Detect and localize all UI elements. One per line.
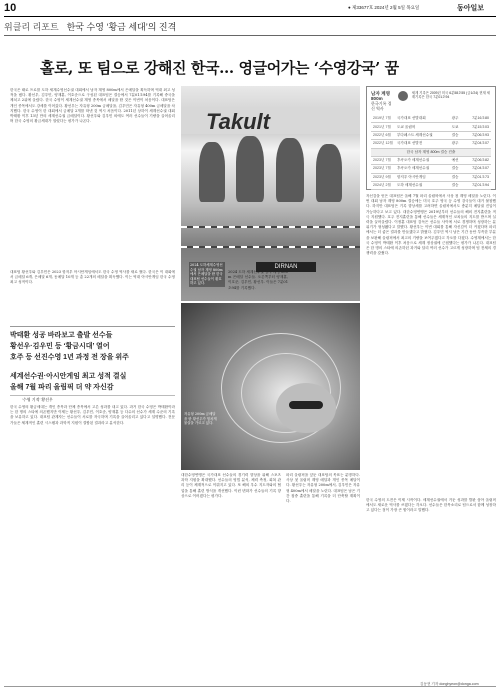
swimmer-goggles (289, 401, 323, 409)
row-time: 7분01초94 (464, 182, 491, 190)
row-meet: 도쿄 (446, 123, 464, 131)
quote-line: 세계선수권·아시안게임 최고 성적 결실 (10, 373, 127, 380)
row-event: 항저우 아시안게임 (395, 173, 446, 181)
row-year: 2022년 6월 (371, 131, 395, 139)
row-event: 부다페스트 세계선수권 (395, 131, 446, 139)
record-table (371, 115, 491, 190)
table-row (371, 173, 491, 181)
quote-line: 박태환 성공 바라보고 출발 선수들 (10, 332, 113, 339)
row-year: 2021년 7월 (371, 123, 395, 131)
header-rule (4, 16, 496, 17)
issue-info: ● 제33677호 2024년 2월 5일 목요일 (348, 5, 420, 10)
swimmer-photo (181, 303, 360, 470)
record-box-header (371, 91, 491, 111)
article-bottom4-text: 한국 수영의 도전은 이제 시작이다. 세계선수권에서 거둔 성과를 발판 삼아 올림픽에서도 새로운 역사를 쓰겠다는 각오다. 선수들은 한목소리로 팀으로서 함께 성장하고 있다는 점이 가장 큰 힘이라고 말했다. (366, 498, 496, 513)
quote-line: 올해 7월 파리 올림픽 더 약 자신감 (10, 384, 114, 391)
record-box-note: 세계 기록은 2009년 미국 6분58초55 (금1/24) 현재 세계기록은 한국 7분01초94 (411, 91, 490, 100)
article-bottom3-text: 파리 올림픽을 앞둔 대표팀의 목표는 분명하다. 사상 첫 올림픽 계영 메달과 개인 종목 메달이다. 황선우는 자유형 200m에서, 김우민은 자유형 400m에서 메달을 노린다. 대표팀은 남은 기간 집중 훈련을 통해 기록을 더 단축할 계획이다. (286, 473, 360, 504)
row-event: 도하 세계선수권 (395, 182, 446, 190)
row-event: 후쿠오카 세계선수권 (395, 156, 446, 164)
row-time: 7분04초07 (464, 165, 491, 173)
swimmer-figure (236, 136, 264, 202)
record-history-box (366, 86, 496, 190)
row-meet: 결승 (446, 165, 464, 173)
table-row (371, 156, 491, 164)
row-year: 2022년 12월 (371, 140, 395, 148)
top-bar (0, 0, 500, 16)
table-row (371, 115, 491, 123)
row-time: 7분04초07 (464, 140, 491, 148)
row-event: 도쿄 올림픽 (395, 123, 446, 131)
table-row (371, 165, 491, 173)
row-meet: 결승 (446, 131, 464, 139)
lane-rope (181, 246, 360, 248)
separator-label: 한국 남자 계영 800m 결승 진출 (371, 148, 491, 156)
row-year: 2024년 2월 (371, 182, 395, 190)
photo-banner-text: Takult (206, 109, 270, 134)
sub-head: ‘수영 기적’ 황선우 (22, 397, 53, 402)
lane-rope (181, 226, 360, 228)
record-box-title: 남자 계영 800m (371, 91, 391, 101)
page-number: 10 (4, 2, 17, 14)
row-year: 2019년 7월 (371, 115, 395, 123)
article-col1b-text: 대표팀 황선우와 김우민은 2023 항저우 아시안게임에서도 한국 수영 역사를 새로 썼다. 한국은 이 대회에서 금메달 6개, 은메달 6개, 동메달 10개 등 총 22개의 메달을 획득했다. 이는 역대 아시안게임 한국 수영 최고 성적이다. (10, 270, 175, 285)
row-year: 2023년 9월 (371, 173, 395, 181)
record-box-subtitle: 한국기록 경신 역사 (371, 101, 392, 111)
pull-quote (10, 330, 175, 393)
quote-line: 호주 등 선진수영 1년 과정 전 장을 위주 (10, 354, 129, 361)
row-event: 국가대표 선발전 (395, 140, 446, 148)
relay-photo-caption-2: 2024 도하 세계선수권 남자 계영 800m 은메달 선수들. 오른쪽부터 양재훈, 이호준, 김우민, 황선우. 이들은 7분01초94를 기록했다. (228, 270, 288, 290)
article-col1-text: 한국은 때로 프로를 도하 세계수영선수권 대회에서 남자 계영 800m에서 은메달을 획득하며 역대 최고 성적을 냈다. 황선우, 김우민, 양재훈, 이호준으로 구성된 대표팀은 결승에서 7분01초94를 기록해 중국을 제치고 2위에 올랐다. 한국 수영이 세계선수권 계영 종목에서 메달을 딴 것은 이번이 처음이다. 대표팀은 개인 종목에서도 강세를 이어갔다. 황선우는 자유형 200m 금메달을, 김우민은 자유형 400m 금메달을 차지했다. 한국 수영이 한 대회에서 금메달 2개를 따낸 것 역시 처음이다. 2011년 상하이 세계선수권 대회 박태환 이후 13년 만의 세계선수권 금메달이다. 황선우와 김우민 외에도 여러 선수들이 기량을 끌어올리며 한국 수영의 황금세대가 열렸다는 평가가 나온다. (10, 88, 175, 124)
article-bottom1-text: 한국 수영의 황금세대는 개인 종목과 단체 종목에서 고른 성과를 내고 있다. 과거 한국 수영은 박태환이라는 한 명의 스타에 의존했지만 이제는 황선우, 김우민, 이호준, 양재훈 등 다수의 선수가 세계 수준의 기록을 보유하고 있다. 대표팀 관계자는 선수들이 서로를 자극하며 기록을 끌어올리고 있다고 설명했다. 전문가들은 체계적인 훈련 시스템과 과학적 지원이 결합된 결과라고 분석한다. (10, 405, 175, 425)
row-meet: 광주 (446, 115, 464, 123)
row-time: 7분16초80 (464, 115, 491, 123)
quote-rule (10, 326, 175, 327)
swimmer-figure (276, 138, 304, 202)
table-row (371, 140, 491, 148)
table-separator (371, 148, 491, 156)
row-meet: 광주 (446, 140, 464, 148)
relay-photo-caption: 2024 도하세계수영선수권 남자 계영 800m에서 은메달을 딴 한국 대표팀 선수들이 환호하고 있다. (189, 262, 225, 287)
pool-sign: DIRNAN (256, 262, 316, 272)
row-event: 국가대표 선발대회 (395, 115, 446, 123)
row-event: 후쿠오카 세계선수권 (395, 165, 446, 173)
row-time: 7분15초03 (464, 123, 491, 131)
row-time: 7분01초73 (464, 173, 491, 181)
swimmer-figure (199, 142, 225, 202)
paper-name: 동아일보 (457, 4, 485, 12)
swimmer-photo-caption: 자유형 200m 금메달을 딴 황선우가 힘차게 물살을 가르고 있다. (184, 412, 217, 426)
article-col3-text: 자신감을 얻은 대표팀은 올해 7월 파리 올림픽에서 사상 첫 계영 메달을 노린다. 이번 대회 남자 계영 800m 결승에는 미국 호주 영국 등 수영 강국들이 대거 불참했다. 하지만 대표팀은 기록 향상세를 고려하면 올림픽에서도 충분히 메달권 진입이 가능하다고 보고 있다. 대한수영연맹은 2019년부터 선수들의 해외 전지훈련을 적극 지원했다. 호주 전지훈련을 통해 선수들은 세계적인 코치들의 지도를 받으며 실력을 끌어올렸다. 이정훈 대표팀 감독은 선수들 사이에 서로 경쟁하며 성장하는 분위기가 형성됐다고 말했다. 황선우는 이번 대회를 통해 자신감이 더 커졌다며 파리에서는 더 좋은 결과를 만들겠다고 밝혔다. 김우민 역시 남은 기간 동안 부족한 부분을 보완해 올림픽에서 최고의 기량을 보여주겠다고 각오를 다졌다. 수영계에서는 한국 수영이 박태환 이후 처음으로 세계 정상권에 근접했다는 평가가 나온다. 대표팀은 한 명의 스타에 의존하던 과거와 달리 여러 선수가 고르게 성장하며 팀 전체의 경쟁력을 갖췄다. (366, 194, 496, 256)
section-label: 위클리 리포트 (4, 21, 59, 32)
headline: 홀로, 또 팀으로 강해진 한국… 영글어가는 ‘수영강국’ 꿈 (40, 59, 399, 77)
photo-credit: 김동현 기자 donghyeon@donga.com (420, 682, 479, 686)
info-icon (398, 91, 408, 101)
section-title: 한국 수영 ‘황금 세대’의 진격 (66, 21, 177, 32)
swimmer-figure (316, 144, 342, 202)
column-rule (10, 395, 175, 396)
article-bottom2-text: 대한수영연맹은 국가대표 선수들의 경기력 향상을 위해 스포츠과학 지원을 확대했다. 선수들의 영법 분석, 체력 측정, 회복 관리 등이 체계적으로 이뤄지고 있다. 또 해외 우수 지도자와의 협업을 통해 훈련 방식을 개선했다. 이런 변화가 선수들의 기록 향상으로 이어졌다는 평가다. (181, 473, 281, 498)
row-time: 7분06초82 (464, 156, 491, 164)
footer-rule (4, 686, 496, 687)
quote-line: 황선우·김우민 등 ‘황금시대’ 열어 (10, 343, 110, 350)
table-row (371, 182, 491, 190)
section-rule (4, 35, 496, 36)
row-meet: 예선 (446, 156, 464, 164)
row-year: 2023년 7월 (371, 156, 395, 164)
row-year: 2023년 7월 (371, 165, 395, 173)
table-row (371, 131, 491, 139)
row-time: 7분06초93 (464, 131, 491, 139)
row-meet: 결승 (446, 173, 464, 181)
row-meet: 결승 (446, 182, 464, 190)
section-row (4, 18, 176, 34)
table-row (371, 123, 491, 131)
